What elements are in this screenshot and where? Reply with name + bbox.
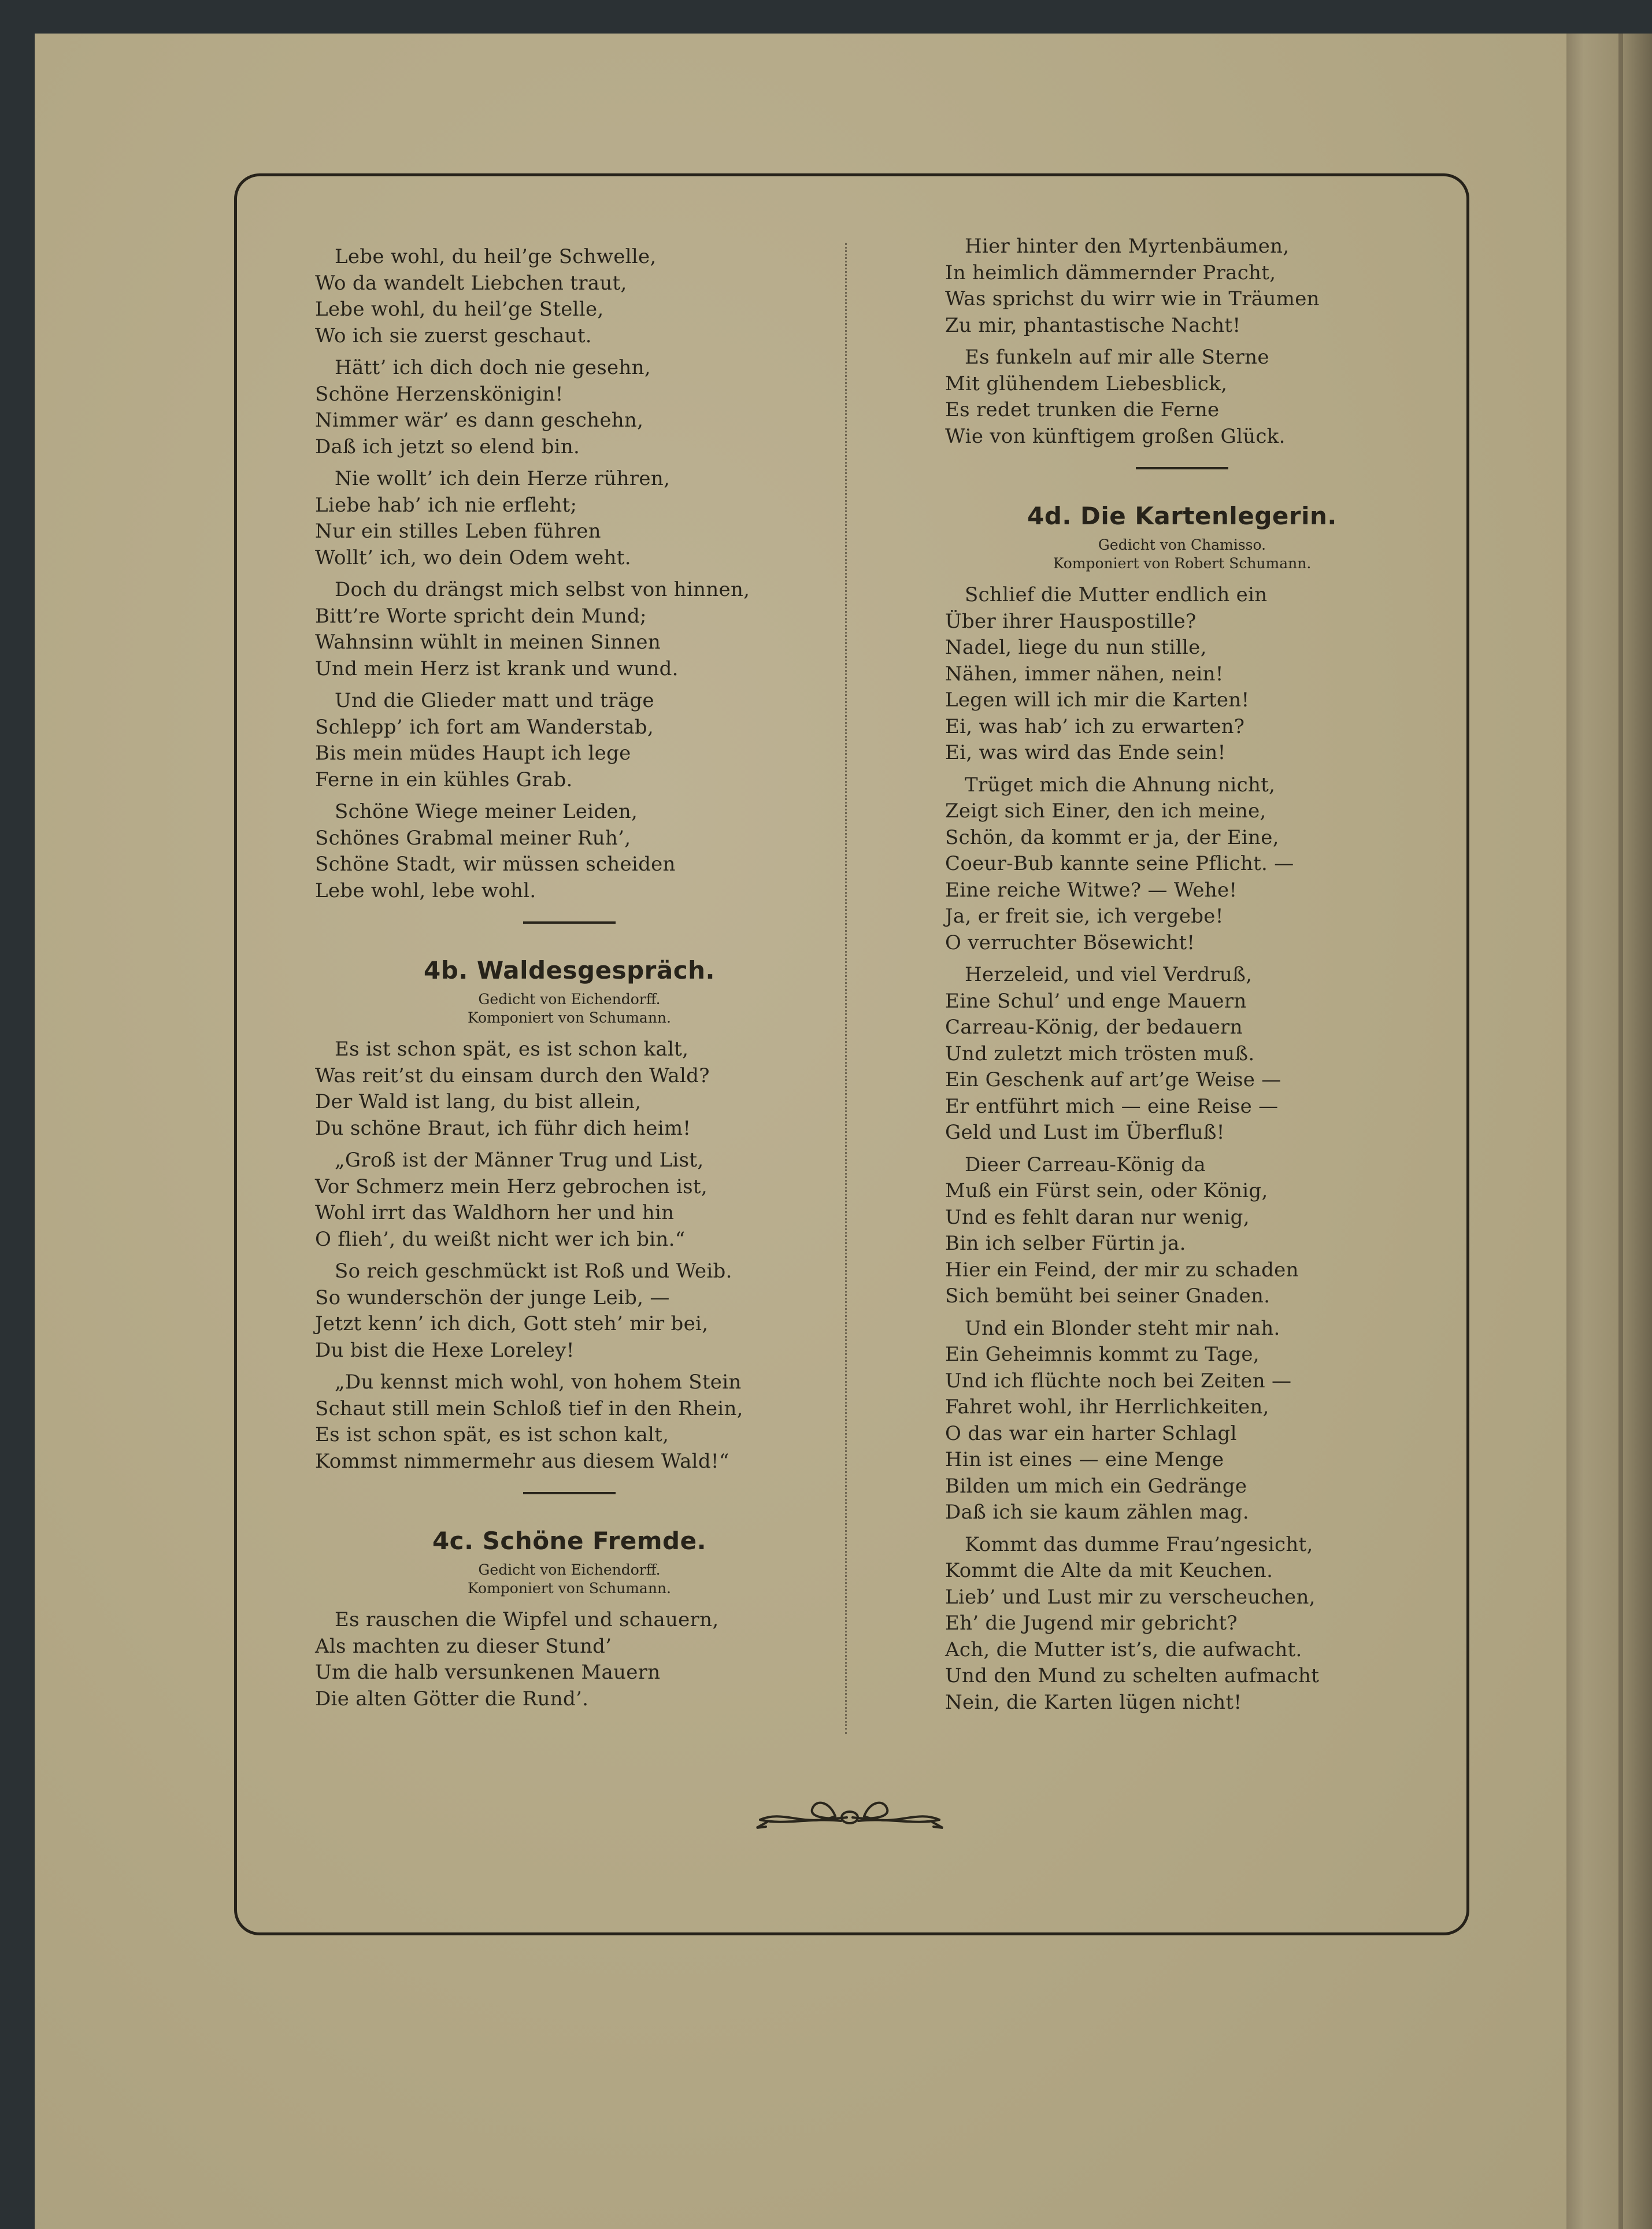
song-4b-body xyxy=(315,1036,824,1475)
verse-line: Sich bemüht bei seiner Gnaden. xyxy=(945,1284,1271,1308)
verse-line: Bilden um mich ein Gedränge xyxy=(945,1474,1247,1498)
verse-line: Kommt das dumme Frau’ngesicht, xyxy=(965,1532,1313,1556)
verse-line: Daß ich sie kaum zählen mag. xyxy=(945,1501,1250,1524)
stanza xyxy=(315,799,824,904)
stanza xyxy=(945,582,1419,767)
verse-line: Wo da wandelt Liebchen traut, xyxy=(315,271,627,295)
verse-line: Der Wald ist lang, du bist allein, xyxy=(315,1090,642,1113)
verse-line: Eh’ die Jugend mir gebricht? xyxy=(945,1612,1238,1635)
stanza xyxy=(315,1036,824,1142)
verse-line: Ferne in ein kühles Grab. xyxy=(315,768,573,791)
verse-line: Ach, die Mutter ist’s, die aufwacht. xyxy=(945,1638,1302,1661)
stanza xyxy=(315,244,824,349)
verse-line: Wohl irrt das Waldhorn her und hin xyxy=(315,1201,675,1224)
verse-line: Lebe wohl, lebe wohl. xyxy=(315,879,536,902)
verse-line: O das war ein harter Schlagl xyxy=(945,1421,1237,1445)
verse-line: Hier ein Feind, der mir zu schaden xyxy=(945,1258,1299,1282)
verse-line: In heimlich dämmernder Pracht, xyxy=(945,261,1276,284)
verse-line: Jetzt kenn’ ich dich, Gott steh’ mir bei, xyxy=(315,1312,709,1335)
verse-line: Schön, da kommt er ja, der Eine, xyxy=(945,825,1279,849)
verse-line: Ein Geheimnis kommt zu Tage, xyxy=(945,1343,1260,1366)
verse-line: Bitt’re Worte spricht dein Mund; xyxy=(315,604,647,628)
verse-line: Lebe wohl, du heil’ge Schwelle, xyxy=(335,245,657,268)
verse-line: Coeur-Bub kannte seine Pflicht. — xyxy=(945,852,1294,875)
stanza xyxy=(315,577,824,682)
verse-line: Es funkeln auf mir alle Sterne xyxy=(965,346,1269,369)
stanza xyxy=(315,355,824,460)
verse-line: Bis mein müdes Haupt ich lege xyxy=(315,742,631,765)
verse-line: Vor Schmerz mein Herz gebrochen ist, xyxy=(315,1175,708,1198)
verse-line: Schöne Wiege meiner Leiden, xyxy=(335,800,638,823)
verse-line: Geld und Lust im Überfluß! xyxy=(945,1121,1225,1144)
verse-line: Carreau-König, der bedauern xyxy=(945,1016,1243,1039)
verse-line: Muß ein Fürst sein, oder König, xyxy=(945,1179,1268,1202)
section-separator xyxy=(523,921,616,924)
stanza xyxy=(315,1607,824,1712)
verse-line: O flieh’, du weißt nicht wer ich bin.“ xyxy=(315,1227,686,1251)
verse-line: Daß ich jetzt so elend bin. xyxy=(315,435,580,458)
verse-line: „Groß ist der Männer Trug und List, xyxy=(335,1149,704,1172)
verse-line: Er entführt mich — eine Reise — xyxy=(945,1094,1279,1118)
verse-line: Es rauschen die Wipfel und schauern, xyxy=(335,1608,719,1631)
verse-line: Schöne Herzenskönigin! xyxy=(315,382,564,406)
verse-line: „Du kennst mich wohl, von hohem Stein xyxy=(335,1371,742,1394)
song-4c-title: 4c. Schöne Fremde. xyxy=(432,1527,707,1555)
stanza xyxy=(315,1147,824,1253)
song-4d-body xyxy=(945,582,1419,1716)
stanza xyxy=(945,1532,1419,1716)
stanza xyxy=(945,345,1419,450)
verse-line: Die alten Götter die Rund’. xyxy=(315,1687,589,1710)
verse-line: Nadel, liege du nun stille, xyxy=(945,636,1207,659)
verse-line: Zu mir, phantastische Nacht! xyxy=(945,313,1241,337)
verse-line: Fahret wohl, ihr Herrlichkeiten, xyxy=(945,1395,1269,1419)
verse-line: Kommst nimmermehr aus diesem Wald!“ xyxy=(315,1449,729,1473)
verse-line: Schöne Stadt, wir müssen scheiden xyxy=(315,853,676,876)
verse-line: Legen will ich mir die Karten! xyxy=(945,688,1250,712)
song-4b-composer: Komponiert von Schumann. xyxy=(468,1009,671,1026)
stanza xyxy=(315,466,824,571)
verse-line: Es redet trunken die Ferne xyxy=(945,398,1220,421)
stanza xyxy=(945,962,1419,1146)
verse-line: Schönes Grabmal meiner Ruh’, xyxy=(315,826,631,850)
verse-line: Wahnsinn wühlt in meinen Sinnen xyxy=(315,631,661,654)
verse-line: So reich geschmückt ist Roß und Weib. xyxy=(335,1260,732,1283)
song-4b-poet: Gedicht von Eichendorff. xyxy=(478,991,661,1008)
verse-line: Und den Mund zu schelten aufmacht xyxy=(945,1664,1320,1687)
verse-line: Ja, er freit sie, ich vergebe! xyxy=(945,905,1224,928)
verse-line: Wollt’ ich, wo dein Odem weht. xyxy=(315,546,631,569)
column-divider xyxy=(845,243,847,1734)
right-column xyxy=(945,234,1419,1721)
song-4c-body xyxy=(315,1607,824,1712)
song-4c-composer: Komponiert von Schumann. xyxy=(468,1580,671,1597)
verse-line: Ein Geschenk auf art’ge Weise — xyxy=(945,1068,1281,1091)
verse-line: Über ihrer Hauspostille? xyxy=(945,609,1197,633)
stanza xyxy=(945,234,1419,339)
song-4c-poet: Gedicht von Eichendorff. xyxy=(478,1561,661,1578)
verse-line: Dieer Carreau-König da xyxy=(965,1153,1206,1176)
ribbon-bow-ornament-icon xyxy=(754,1792,945,1838)
stanza xyxy=(315,1258,824,1364)
verse-line: Und es fehlt daran nur wenig, xyxy=(945,1205,1250,1229)
song-4d-title: 4d. Die Kartenlegerin. xyxy=(1027,502,1337,530)
book-spine xyxy=(1566,34,1652,2229)
verse-line: Herzeleid, und viel Verdruß, xyxy=(965,963,1253,986)
verse-line: Es ist schon spät, es ist schon kalt, xyxy=(315,1423,669,1446)
verse-line: Hätt’ ich dich doch nie gesehn, xyxy=(335,356,651,379)
spine-edge xyxy=(1618,34,1623,2229)
verse-line: Was reit’st du einsam durch den Wald? xyxy=(315,1064,710,1087)
verse-line: Kommt die Alte da mit Keuchen. xyxy=(945,1559,1273,1582)
verse-line: Hier hinter den Myrtenbäumen, xyxy=(965,235,1290,258)
verse-line: Schlief die Mutter endlich ein xyxy=(965,583,1268,606)
verse-line: Was sprichst du wirr wie in Träumen xyxy=(945,287,1320,310)
song-4d-poet: Gedicht von Chamisso. xyxy=(1098,536,1266,553)
verse-line: Schlepp’ ich fort am Wanderstab, xyxy=(315,715,654,739)
stanza xyxy=(315,688,824,793)
verse-line: Trüget mich die Ahnung nicht, xyxy=(965,773,1276,797)
stanza xyxy=(315,1369,824,1475)
verse-line: Doch du drängst mich selbst von hinnen, xyxy=(335,578,750,601)
section-separator xyxy=(1136,467,1228,469)
verse-line: Eine Schul’ und enge Mauern xyxy=(945,989,1247,1013)
verse-line: Nur ein stilles Leben führen xyxy=(315,520,601,543)
verse-line: Nimmer wär’ es dann geschehn, xyxy=(315,409,644,432)
verse-line: O verruchter Bösewicht! xyxy=(945,931,1195,954)
verse-line: Liebe hab’ ich nie erfleht; xyxy=(315,493,577,517)
verse-line: Es ist schon spät, es ist schon kalt, xyxy=(335,1038,689,1061)
verse-line: Nähen, immer nähen, nein! xyxy=(945,662,1224,686)
verse-line: Lebe wohl, du heil’ge Stelle, xyxy=(315,298,604,321)
verse-line: Du bist die Hexe Loreley! xyxy=(315,1338,575,1362)
verse-line: Um die halb versunkenen Mauern xyxy=(315,1661,661,1684)
verse-line: Nie wollt’ ich dein Herze rühren, xyxy=(335,467,671,490)
verse-line: Und ich flüchte noch bei Zeiten — xyxy=(945,1369,1292,1393)
verse-line: Schaut still mein Schloß tief in den Rhein, xyxy=(315,1397,743,1420)
verse-line: Eine reiche Witwe? — Wehe! xyxy=(945,878,1238,902)
stanza xyxy=(945,1152,1419,1310)
verse-line: So wunderschön der junge Leib, — xyxy=(315,1286,670,1309)
verse-line: Mit glühendem Liebesblick, xyxy=(945,372,1228,395)
right-poem-end xyxy=(945,234,1419,450)
verse-line: Ei, was wird das Ende sein! xyxy=(945,741,1226,764)
verse-line: Lieb’ und Lust mir zu verscheuchen, xyxy=(945,1585,1316,1609)
verse-line: Ei, was hab’ ich zu erwarten? xyxy=(945,714,1245,738)
verse-line: Nein, die Karten lügen nicht! xyxy=(945,1690,1242,1714)
stanza xyxy=(945,1316,1419,1526)
song-4b-title: 4b. Waldesgespräch. xyxy=(424,956,715,984)
verse-line: Wie von künftigem großen Glück. xyxy=(945,424,1286,448)
verse-line: Zeigt sich Einer, den ich meine, xyxy=(945,799,1266,823)
verse-line: Als machten zu dieser Stund’ xyxy=(315,1634,612,1658)
verse-line: Hin ist eines — eine Menge xyxy=(945,1448,1224,1471)
left-column xyxy=(315,244,824,1718)
verse-line: Und ein Blonder steht mir nah. xyxy=(965,1316,1280,1340)
verse-line: Und die Glieder matt und träge xyxy=(335,689,654,712)
song-4d-composer: Komponiert von Robert Schumann. xyxy=(1053,555,1312,572)
verse-line: Bin ich selber Fürtin ja. xyxy=(945,1232,1186,1255)
verse-line: Und zuletzt mich trösten muß. xyxy=(945,1042,1255,1065)
left-poem-end xyxy=(315,244,824,904)
stanza xyxy=(945,772,1419,957)
verse-line: Du schöne Braut, ich führ dich heim! xyxy=(315,1116,691,1140)
verse-line: Wo ich sie zuerst geschaut. xyxy=(315,324,592,347)
section-separator xyxy=(523,1492,616,1494)
verse-line: Und mein Herz ist krank und wund. xyxy=(315,657,679,680)
